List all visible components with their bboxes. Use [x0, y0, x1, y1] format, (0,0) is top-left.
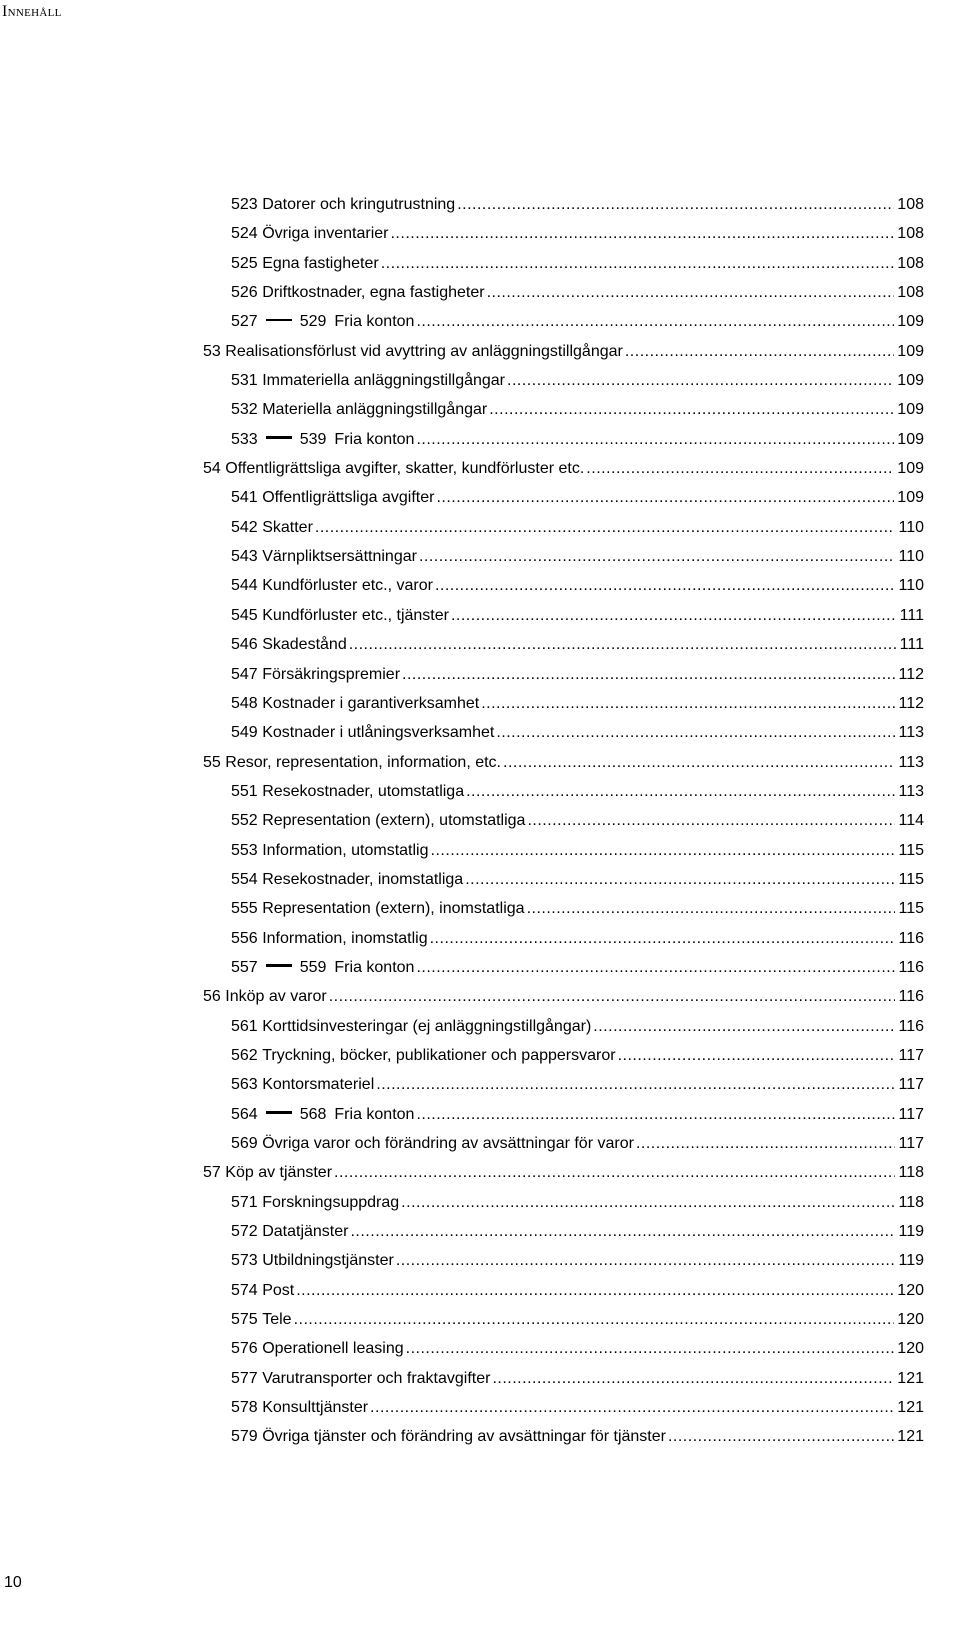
toc-entry-page: 121	[897, 1428, 924, 1446]
toc-entry-page: 114	[898, 812, 924, 830]
running-header: Innehåll	[2, 3, 62, 20]
toc-entry-number: 548	[231, 694, 258, 712]
toc-entry-title: Varutransporter och fraktavgifter	[262, 1369, 491, 1387]
toc-entry-title: Köp av tjänster	[225, 1164, 333, 1182]
toc-entry-page: 119	[898, 1223, 924, 1241]
toc-entry-number: 542	[231, 518, 258, 536]
toc-entry-page: 120	[897, 1281, 924, 1299]
toc-entry-number: 579	[231, 1428, 258, 1446]
toc-entry-number: 551	[231, 782, 258, 800]
toc-entry-page: 109	[897, 460, 924, 478]
dot-leader	[487, 278, 895, 307]
toc-entry-number: 557	[231, 958, 258, 976]
toc-entry-page: 110	[898, 577, 924, 595]
toc-entry-title: Resor, representation, information, etc.	[225, 753, 501, 771]
toc-entry[interactable]	[203, 689, 924, 718]
dot-leader	[381, 249, 895, 278]
dot-leader	[527, 894, 896, 923]
toc-entry-title: Fria konton	[334, 430, 415, 448]
toc-entry-title: Offentligrättsliga avgifter, skatter, kundförluster etc.	[225, 460, 585, 478]
toc-entry-number: 55	[203, 753, 221, 771]
toc-range-dash	[266, 964, 292, 967]
toc-entry-title: Driftkostnader, egna fastigheter	[262, 284, 485, 302]
toc-entry[interactable]	[203, 1070, 924, 1099]
toc-entry-title: Information, inomstatlig	[262, 929, 428, 947]
toc-entry-number: 562	[231, 1046, 258, 1064]
toc-entry-page: 109	[897, 342, 924, 360]
toc-entry-number: 564	[231, 1105, 258, 1123]
toc-entry-number: 54	[203, 460, 221, 478]
toc-entry-page: 111	[899, 606, 924, 624]
dot-leader	[401, 1188, 895, 1217]
toc-entry-title: Övriga inventarier	[262, 225, 389, 243]
toc-entry-number: 547	[231, 665, 258, 683]
toc-entry-number: 571	[231, 1193, 258, 1211]
dot-leader	[489, 395, 894, 424]
dot-leader	[435, 571, 896, 600]
toc-entry-page: 120	[897, 1340, 924, 1358]
toc-entry-title: Information, utomstatlig	[262, 841, 429, 859]
toc-entry-range-end: 568	[299, 1105, 327, 1123]
toc-entry-title: Tryckning, böcker, publikationer och pappersvaror	[262, 1046, 616, 1064]
toc-entry-title: Utbildningstjänster	[262, 1252, 394, 1270]
dot-leader	[416, 953, 895, 982]
toc-entry-title: Inköp av varor	[225, 988, 327, 1006]
dot-leader	[430, 924, 896, 953]
toc-entry-number: 552	[231, 812, 258, 830]
toc-entry-title: Skatter	[262, 518, 313, 536]
toc-entry-number: 524	[231, 225, 258, 243]
toc-entry-page: 111	[899, 636, 924, 654]
toc-entry-title: Fria konton	[334, 313, 415, 331]
toc-entry-page: 116	[898, 1017, 924, 1035]
toc-entry-page: 112	[898, 665, 924, 683]
toc-entry[interactable]	[203, 718, 924, 747]
toc-entry-page: 120	[897, 1311, 924, 1329]
toc-entry-number: 526	[231, 284, 258, 302]
toc-entry-number: 555	[231, 900, 258, 918]
table-of-contents	[203, 190, 924, 1452]
toc-entry[interactable]	[203, 1217, 924, 1246]
toc-entry-title: Datatjänster	[262, 1223, 349, 1241]
toc-entry[interactable]	[203, 601, 924, 630]
dot-leader	[668, 1422, 894, 1451]
toc-entry-title: Värnpliktsersättningar	[262, 548, 417, 566]
toc-entry-number: 533	[231, 430, 258, 448]
toc-entry-page: 119	[898, 1252, 924, 1270]
toc-entry-number: 56	[203, 988, 221, 1006]
toc-entry[interactable]	[203, 1276, 924, 1305]
dot-leader	[457, 190, 894, 219]
dot-leader	[370, 1393, 894, 1422]
toc-entry[interactable]	[203, 630, 924, 659]
dot-leader	[315, 513, 896, 542]
toc-entry-page: 115	[898, 870, 924, 888]
toc-entry-number: 549	[231, 724, 258, 742]
toc-entry-range-end: 539	[299, 430, 327, 448]
toc-entry[interactable]	[203, 307, 924, 336]
toc-entry-page: 109	[897, 401, 924, 419]
toc-entry-page: 109	[897, 372, 924, 390]
toc-entry-title: Egna fastigheter	[262, 254, 379, 272]
dot-leader	[329, 982, 896, 1011]
toc-entry-title: Övriga tjänster och förändring av avsättningar för tjänster	[262, 1428, 666, 1446]
toc-entry[interactable]	[203, 249, 924, 278]
toc-entry-number: 527	[231, 313, 258, 331]
dot-leader	[465, 865, 895, 894]
dot-leader	[416, 425, 894, 454]
toc-entry-number: 576	[231, 1340, 258, 1358]
toc-entry-number: 563	[231, 1076, 258, 1094]
toc-entry-page: 113	[898, 753, 924, 771]
toc-entry-title: Tele	[262, 1311, 292, 1329]
toc-entry-title: Resekostnader, inomstatliga	[262, 870, 464, 888]
dot-leader	[496, 718, 895, 747]
toc-entry-page: 117	[898, 1105, 924, 1123]
dot-leader	[431, 836, 896, 865]
toc-entry[interactable]	[203, 660, 924, 689]
toc-entry-title: Offentligrättsliga avgifter	[262, 489, 435, 507]
toc-entry[interactable]	[203, 278, 924, 307]
toc-entry-number: 545	[231, 606, 258, 624]
dot-leader	[296, 1276, 894, 1305]
toc-entry-title: Kundförluster etc., varor	[262, 577, 433, 595]
toc-entry-number: 543	[231, 548, 258, 566]
toc-entry[interactable]	[203, 806, 924, 835]
toc-entry-number: 57	[203, 1164, 221, 1182]
toc-entry-number: 53	[203, 342, 221, 360]
dot-leader	[350, 1217, 895, 1246]
toc-entry-title: Kostnader i garantiverksamhet	[262, 694, 480, 712]
dot-leader	[416, 307, 894, 336]
toc-entry-title: Forskningsuppdrag	[262, 1193, 400, 1211]
dot-leader	[466, 777, 895, 806]
toc-entry[interactable]	[203, 953, 924, 982]
toc-entry-title: Resekostnader, utomstatliga	[262, 782, 465, 800]
toc-entry[interactable]	[203, 454, 924, 483]
toc-entry[interactable]	[203, 425, 924, 454]
toc-entry-title: Skadestånd	[262, 636, 347, 654]
dot-leader	[492, 1364, 894, 1393]
toc-entry-number: 546	[231, 636, 258, 654]
toc-entry-page: 121	[897, 1399, 924, 1417]
toc-entry-page: 113	[898, 724, 924, 742]
toc-entry-number: 574	[231, 1281, 258, 1299]
toc-entry-number: 544	[231, 577, 258, 595]
dot-leader	[349, 630, 897, 659]
dot-leader	[503, 748, 895, 777]
toc-entry-page: 118	[898, 1193, 924, 1211]
toc-entry[interactable]	[203, 190, 924, 219]
toc-entry-number: 577	[231, 1369, 258, 1387]
toc-entry-title: Realisationsförlust vid avyttring av anläggningstillgångar	[225, 342, 623, 360]
toc-entry-number: 573	[231, 1252, 258, 1270]
toc-entry[interactable]	[203, 748, 924, 777]
toc-entry-title: Fria konton	[334, 1105, 415, 1123]
dot-leader	[636, 1129, 896, 1158]
toc-entry[interactable]	[203, 894, 924, 923]
toc-entry-range-end: 559	[299, 958, 327, 976]
toc-entry-number: 553	[231, 841, 258, 859]
toc-entry[interactable]	[203, 1422, 924, 1451]
dot-leader	[402, 660, 895, 689]
dot-leader	[451, 601, 897, 630]
toc-entry[interactable]	[203, 1246, 924, 1275]
toc-entry[interactable]	[203, 395, 924, 424]
toc-entry[interactable]	[203, 924, 924, 953]
toc-entry[interactable]	[203, 1364, 924, 1393]
dot-leader	[507, 366, 894, 395]
toc-entry-page: 116	[898, 958, 924, 976]
toc-entry-title: Materiella anläggningstillgångar	[262, 401, 488, 419]
toc-entry[interactable]	[203, 982, 924, 1011]
page-number: 10	[4, 1574, 22, 1591]
toc-entry[interactable]	[203, 1158, 924, 1187]
dot-leader	[334, 1158, 895, 1187]
toc-entry[interactable]	[203, 337, 924, 366]
dot-leader	[419, 542, 896, 571]
dot-leader	[396, 1246, 896, 1275]
toc-range-dash	[266, 436, 292, 439]
toc-entry-number: 556	[231, 929, 258, 947]
toc-entry[interactable]	[203, 1041, 924, 1070]
toc-entry-number: 525	[231, 254, 258, 272]
toc-entry-page: 117	[898, 1076, 924, 1094]
toc-entry-page: 115	[898, 841, 924, 859]
toc-entry[interactable]	[203, 571, 924, 600]
toc-entry[interactable]	[203, 1129, 924, 1158]
toc-entry-title: Representation (extern), utomstatliga	[262, 812, 526, 830]
toc-entry-page: 116	[898, 988, 924, 1006]
toc-entry-page: 110	[898, 548, 924, 566]
toc-entry[interactable]	[203, 219, 924, 248]
dot-leader	[481, 689, 895, 718]
toc-entry[interactable]	[203, 366, 924, 395]
toc-entry-title: Fria konton	[334, 958, 415, 976]
dot-leader	[625, 337, 894, 366]
toc-entry-page: 108	[897, 254, 924, 272]
dot-leader	[436, 483, 894, 512]
toc-entry[interactable]	[203, 836, 924, 865]
toc-entry-number: 578	[231, 1399, 258, 1417]
toc-entry-title: Operationell leasing	[262, 1340, 404, 1358]
toc-entry[interactable]	[203, 1188, 924, 1217]
toc-entry[interactable]	[203, 1100, 924, 1129]
toc-entry-number: 575	[231, 1311, 258, 1329]
dot-leader	[618, 1041, 896, 1070]
toc-entry-title: Konsulttjänster	[262, 1399, 369, 1417]
toc-entry-page: 117	[898, 1135, 924, 1152]
toc-entry-page: 110	[898, 518, 924, 536]
toc-entry-number: 554	[231, 870, 258, 888]
toc-range-dash	[266, 319, 292, 322]
toc-entry-page: 109	[897, 313, 924, 331]
toc-entry-page: 113	[898, 782, 924, 800]
toc-entry-number: 532	[231, 401, 258, 419]
toc-entry[interactable]	[203, 483, 924, 512]
toc-entry-number: 523	[231, 196, 258, 213]
toc-entry[interactable]	[203, 513, 924, 542]
toc-entry[interactable]	[203, 865, 924, 894]
toc-entry-page: 108	[897, 284, 924, 302]
toc-entry[interactable]	[203, 1305, 924, 1334]
toc-entry[interactable]	[203, 777, 924, 806]
toc-entry-page: 116	[898, 929, 924, 947]
toc-entry-page: 109	[897, 489, 924, 507]
toc-entry-title: Representation (extern), inomstatliga	[262, 900, 525, 918]
toc-entry-number: 572	[231, 1223, 258, 1241]
toc-entry-title: Kostnader i utlåningsverksamhet	[262, 724, 495, 742]
toc-entry-title: Kontorsmateriel	[262, 1076, 375, 1094]
toc-entry-title: Korttidsinvesteringar (ej anläggningstillgångar)	[262, 1017, 592, 1035]
toc-entry-number: 531	[231, 372, 258, 390]
toc-entry-title: Immateriella anläggningstillgångar	[262, 372, 506, 390]
toc-entry-title: Övriga varor och förändring av avsättningar för varor	[262, 1135, 634, 1152]
toc-entry-title: Datorer och kringutrustning	[262, 196, 456, 213]
toc-entry-page: 108	[897, 225, 924, 243]
toc-entry-title: Post	[262, 1281, 295, 1299]
dot-leader	[294, 1305, 895, 1334]
toc-entry-page: 109	[897, 430, 924, 448]
toc-entry-range-end: 529	[299, 313, 327, 331]
dot-leader	[586, 454, 894, 483]
toc-entry-page: 115	[898, 900, 924, 918]
toc-entry-title: Försäkringspremier	[262, 665, 401, 683]
toc-entry[interactable]	[203, 542, 924, 571]
toc-entry[interactable]	[203, 1012, 924, 1041]
toc-entry-page: 117	[898, 1046, 924, 1064]
toc-range-dash	[266, 1111, 292, 1114]
dot-leader	[406, 1334, 895, 1363]
toc-entry-number: 569	[231, 1135, 258, 1152]
toc-entry-page: 118	[898, 1164, 924, 1182]
toc-entry-page: 108	[897, 196, 924, 213]
toc-entry-number: 561	[231, 1017, 258, 1035]
dot-leader	[390, 219, 894, 248]
toc-entry[interactable]	[203, 1334, 924, 1363]
dot-leader	[416, 1100, 895, 1129]
dot-leader	[593, 1012, 895, 1041]
toc-entry[interactable]	[203, 1393, 924, 1422]
dot-leader	[376, 1070, 895, 1099]
toc-entry-page: 121	[897, 1369, 924, 1387]
toc-entry-page: 112	[898, 694, 924, 712]
toc-entry-title: Kundförluster etc., tjänster	[262, 606, 449, 624]
toc-entry-number: 541	[231, 489, 258, 507]
dot-leader	[527, 806, 895, 835]
